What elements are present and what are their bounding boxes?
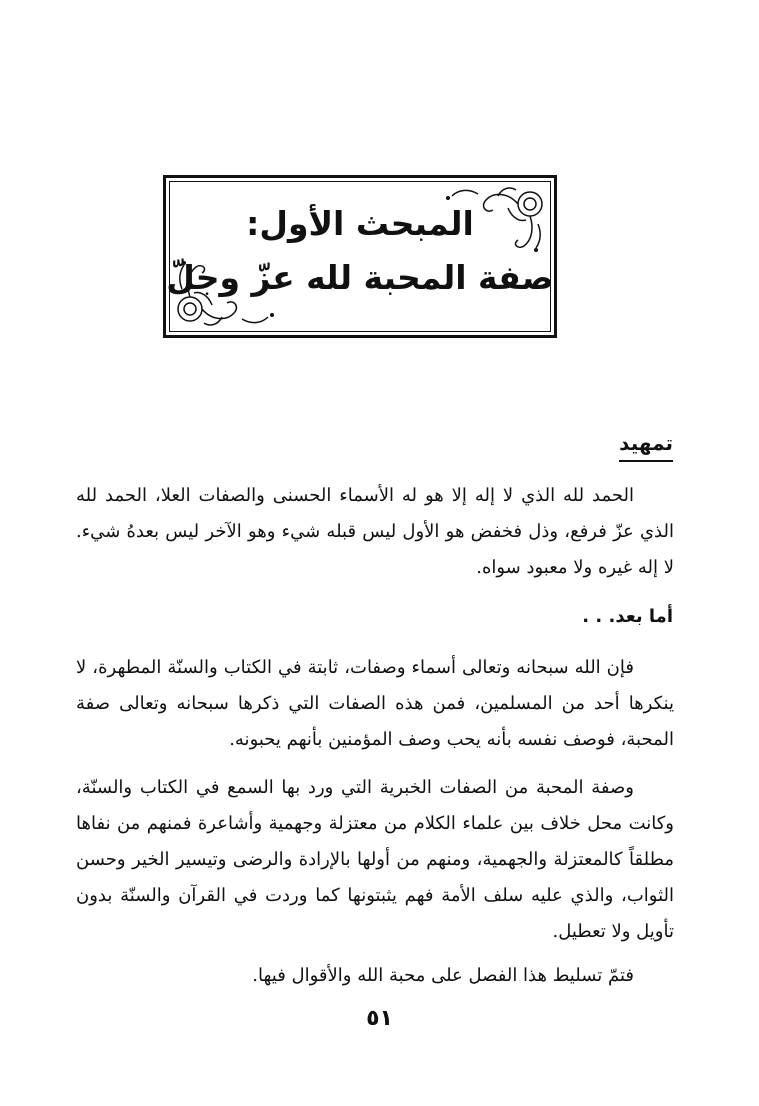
amma-badu-heading: أما بعد. . . (582, 606, 673, 627)
page-number: ٥١ (366, 1006, 393, 1031)
body-paragraph-text: فتمّ تسليط هذا الفصل على محبة الله والأقوال فيها. (252, 965, 634, 986)
section-title-line-2: صفة المحبة لله عزّ وجلّ (166, 258, 554, 297)
body-paragraph-3 (76, 958, 674, 994)
section-title-line-1: المبحث الأول: (246, 204, 474, 243)
tamheed-heading: تمهيد (619, 428, 673, 462)
body-paragraph-1 (76, 650, 674, 758)
body-paragraph-text: فإن الله سبحانه وتعالى أسماء وصفات، ثابتة في الكتاب والسنّة المطهرة، لا ينكرها أحد من المسلمين، فمن هذه الصفات التي ذكرها سبحانه وتعالى صفة المحبة، فوصف نفسه بأنه يحب وصف المؤمنين بأنهم يحبونه. (76, 657, 674, 750)
body-paragraph-text: وصفة المحبة من الصفات الخبرية التي ورد بها السمع في الكتاب والسنّة، وكانت محل خلاف بين علماء الكلام من معتزلة وجهمية وأشاعرة فمنهم من نفاها مطلقاً كالمعتزلة والجهمية، ومنهم من أولها بالإرادة والرضى وتيسير الخير وحسن الثواب، والذي عليه سلف الأمة فهم يثبتونها كما وردت في القرآن والسنّة بدون تأويل ولا تعطيل. (76, 777, 674, 942)
intro-paragraph-text: الحمد لله الذي لا إله إلا هو له الأسماء الحسنى والصفات العلا، الحمد لله الذي عزّ فرفع، وذل فخفض هو الأول ليس قبله شيء وهو الآخر ليس بعدهُ شيء. لا إله غيره ولا معبود سواه. (76, 485, 674, 578)
intro-paragraph (76, 478, 674, 586)
body-paragraph-2 (76, 770, 674, 950)
